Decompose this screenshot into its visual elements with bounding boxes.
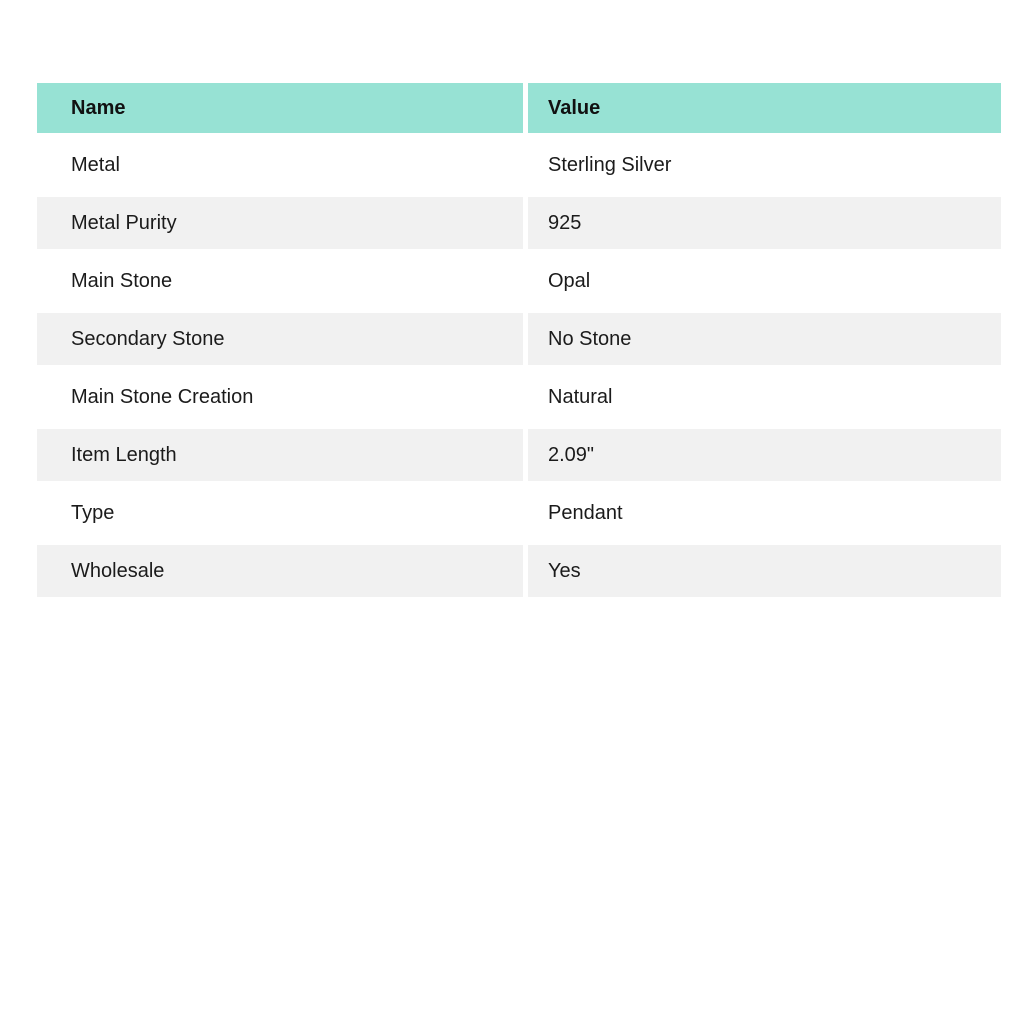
column-header-value: Value [528,83,1001,133]
spec-value-cell: Pendant [528,487,1001,539]
spec-value-cell: No Stone [528,313,1001,365]
spec-value-cell: 2.09" [528,429,1001,481]
spec-value-cell: Yes [528,545,1001,597]
product-specs-table [37,83,1001,597]
spec-name-cell: Item Length [37,429,523,481]
spec-name-cell: Metal [37,139,523,191]
spec-name-cell: Wholesale [37,545,523,597]
spec-value-cell: Sterling Silver [528,139,1001,191]
spec-name-cell: Main Stone [37,255,523,307]
spec-value-cell: Opal [528,255,1001,307]
spec-name-cell: Secondary Stone [37,313,523,365]
spec-name-cell: Main Stone Creation [37,371,523,423]
spec-name-cell: Type [37,487,523,539]
spec-value-cell: 925 [528,197,1001,249]
spec-name-cell: Metal Purity [37,197,523,249]
column-header-name: Name [37,83,523,133]
spec-value-cell: Natural [528,371,1001,423]
